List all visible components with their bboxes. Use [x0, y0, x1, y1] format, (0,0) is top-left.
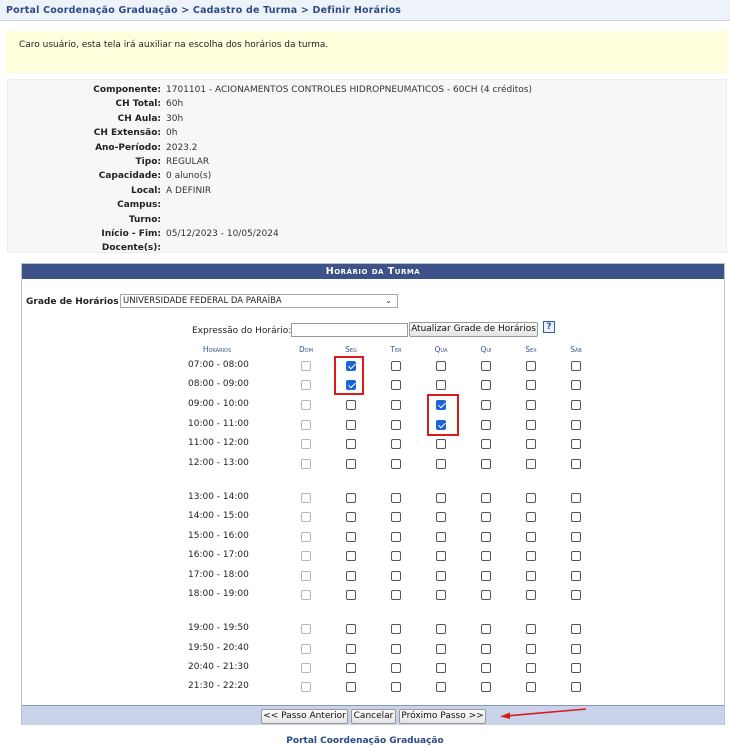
- info-label: Início - Fim:: [101, 229, 161, 239]
- schedule-checkbox[interactable]: [571, 663, 581, 673]
- time-slot-label: 18:00 - 19:00: [188, 589, 249, 599]
- info-value: 0 aluno(s): [166, 171, 212, 182]
- info-label: CH Extensão:: [93, 128, 161, 139]
- expr-label: Expressão do Horário:: [192, 326, 292, 336]
- info-row: [8, 85, 728, 99]
- info-panel: [7, 79, 727, 253]
- highlight-box-qua: [427, 394, 459, 436]
- schedule-checkbox[interactable]: [346, 532, 356, 542]
- schedule-checkbox[interactable]: [571, 493, 581, 503]
- schedule-checkbox[interactable]: [346, 400, 356, 410]
- schedule-checkbox[interactable]: [436, 644, 446, 654]
- schedule-checkbox[interactable]: [391, 439, 401, 449]
- schedule-checkbox[interactable]: [526, 380, 536, 390]
- info-label: Turno:: [128, 214, 161, 225]
- schedule-checkbox[interactable]: [571, 439, 581, 449]
- info-row: [8, 200, 728, 214]
- schedule-checkbox[interactable]: [526, 512, 536, 522]
- info-label: Local:: [130, 185, 161, 196]
- schedule-checkbox[interactable]: [526, 644, 536, 654]
- schedule-checkbox[interactable]: [346, 439, 356, 449]
- time-slot-label: 15:00 - 16:00: [188, 531, 249, 541]
- info-value: A DEFINIR: [166, 185, 212, 196]
- schedule-checkbox: [301, 459, 311, 469]
- schedule-checkbox[interactable]: [391, 493, 401, 503]
- schedule-checkbox[interactable]: [526, 551, 536, 561]
- schedule-checkbox[interactable]: [346, 512, 356, 522]
- info-row: [8, 143, 728, 157]
- notice-box: [6, 31, 728, 73]
- info-value: 05/12/2023 - 10/05/2024: [166, 229, 279, 239]
- schedule-checkbox: [301, 420, 311, 430]
- column-header-horarios: Horários: [202, 345, 232, 354]
- schedule-checkbox[interactable]: [346, 644, 356, 654]
- schedule-panel: [21, 263, 725, 725]
- schedule-checkbox: [301, 644, 311, 654]
- schedule-checkbox[interactable]: [526, 493, 536, 503]
- previous-step-button[interactable]: << Passo Anterior: [261, 709, 348, 724]
- arrow-annotation-icon: [498, 706, 590, 726]
- schedule-checkbox[interactable]: [391, 361, 401, 371]
- schedule-checkbox[interactable]: [346, 663, 356, 673]
- schedule-checkbox[interactable]: [346, 551, 356, 561]
- schedule-checkbox[interactable]: [526, 420, 536, 430]
- schedule-checkbox[interactable]: [571, 624, 581, 634]
- info-row: [8, 114, 728, 128]
- schedule-checkbox[interactable]: [391, 459, 401, 469]
- schedule-checkbox[interactable]: [526, 590, 536, 600]
- info-row: [8, 171, 728, 185]
- info-row: [8, 186, 728, 200]
- schedule-checkbox[interactable]: [571, 512, 581, 522]
- schedule-checkbox[interactable]: [481, 361, 491, 371]
- schedule-checkbox[interactable]: [436, 682, 446, 692]
- schedule-checkbox[interactable]: [526, 624, 536, 634]
- schedule-checkbox[interactable]: [346, 571, 356, 581]
- column-header-day-5: Qui: [480, 345, 492, 354]
- info-row: [8, 215, 728, 229]
- schedule-checkbox[interactable]: [481, 682, 491, 692]
- schedule-checkbox[interactable]: [571, 400, 581, 410]
- schedule-checkbox[interactable]: [481, 551, 491, 561]
- info-value: 0h: [166, 128, 178, 139]
- schedule-checkbox[interactable]: [391, 400, 401, 410]
- grade-select[interactable]: [120, 294, 398, 308]
- schedule-checkbox[interactable]: [481, 459, 491, 469]
- schedule-checkbox: [301, 663, 311, 673]
- schedule-checkbox[interactable]: [436, 551, 446, 561]
- action-bar: [22, 705, 724, 725]
- info-value: 2023.2: [166, 142, 198, 153]
- info-label: Tipo:: [135, 157, 161, 167]
- schedule-checkbox[interactable]: [481, 663, 491, 673]
- schedule-checkbox[interactable]: [436, 439, 446, 449]
- help-icon[interactable]: ?: [543, 321, 555, 333]
- schedule-checkbox[interactable]: [526, 571, 536, 581]
- schedule-checkbox[interactable]: [526, 663, 536, 673]
- schedule-checkbox: [301, 590, 311, 600]
- info-row: [8, 157, 728, 171]
- schedule-checkbox[interactable]: [526, 682, 536, 692]
- schedule-checkbox: [301, 512, 311, 522]
- schedule-checkbox[interactable]: [436, 493, 446, 503]
- time-slot-label: 13:00 - 14:00: [188, 492, 249, 502]
- schedule-checkbox[interactable]: [481, 400, 491, 410]
- schedule-checkbox[interactable]: [391, 551, 401, 561]
- info-label: Capacidade:: [98, 171, 161, 182]
- schedule-checkbox[interactable]: [481, 532, 491, 542]
- schedule-checkbox[interactable]: [571, 644, 581, 654]
- schedule-checkbox[interactable]: [391, 512, 401, 522]
- info-label: Campus:: [117, 200, 161, 211]
- info-row: [8, 243, 728, 257]
- column-header-day-3: Ter: [390, 345, 402, 354]
- breadcrumb: Portal Coordenação Graduação > Cadastro de Turma > Definir Horários: [6, 5, 402, 16]
- breadcrumb-bar: [0, 0, 730, 21]
- time-slot-label: 20:40 - 21:30: [188, 662, 249, 672]
- panel-title: Horário da Turma: [22, 264, 724, 279]
- schedule-checkbox[interactable]: [346, 624, 356, 634]
- schedule-checkbox[interactable]: [346, 420, 356, 430]
- column-header-day-7: Sáb: [570, 345, 582, 354]
- schedule-checkbox[interactable]: [481, 493, 491, 503]
- schedule-checkbox[interactable]: [481, 571, 491, 581]
- schedule-checkbox[interactable]: [571, 361, 581, 371]
- schedule-checkbox[interactable]: [436, 459, 446, 469]
- schedule-checkbox[interactable]: [481, 624, 491, 634]
- time-slot-label: 19:00 - 19:50: [188, 623, 249, 633]
- schedule-checkbox[interactable]: [391, 571, 401, 581]
- schedule-checkbox[interactable]: [391, 420, 401, 430]
- schedule-checkbox[interactable]: [391, 590, 401, 600]
- schedule-checkbox[interactable]: [481, 512, 491, 522]
- time-slot-label: 08:00 - 09:00: [188, 379, 249, 389]
- schedule-checkbox[interactable]: [391, 380, 401, 390]
- schedule-checkbox[interactable]: [571, 551, 581, 561]
- time-slot-label: 19:50 - 20:40: [188, 643, 249, 653]
- schedule-checkbox: [301, 551, 311, 561]
- schedule-checkbox[interactable]: [391, 663, 401, 673]
- schedule-checkbox[interactable]: [436, 532, 446, 542]
- schedule-checkbox[interactable]: [571, 571, 581, 581]
- schedule-checkbox[interactable]: [346, 590, 356, 600]
- schedule-checkbox[interactable]: [436, 624, 446, 634]
- schedule-checkbox[interactable]: [436, 571, 446, 581]
- schedule-checkbox[interactable]: [526, 361, 536, 371]
- schedule-checkbox[interactable]: [391, 682, 401, 692]
- schedule-checkbox[interactable]: [391, 624, 401, 634]
- schedule-checkbox: [301, 493, 311, 503]
- schedule-checkbox[interactable]: [481, 420, 491, 430]
- time-slot-label: 14:00 - 15:00: [188, 511, 249, 521]
- time-slot-label: 10:00 - 11:00: [188, 419, 249, 429]
- time-slot-label: 07:00 - 08:00: [188, 360, 249, 370]
- schedule-checkbox[interactable]: [526, 439, 536, 449]
- schedule-checkbox[interactable]: [391, 644, 401, 654]
- info-value: 60h: [166, 99, 184, 110]
- time-slot-label: 09:00 - 10:00: [188, 399, 249, 409]
- info-value: REGULAR: [166, 157, 210, 167]
- schedule-checkbox: [301, 624, 311, 634]
- schedule-checkbox[interactable]: [436, 512, 446, 522]
- column-header-day-6: Sex: [525, 345, 537, 354]
- grade-label: Grade de Horários: [26, 297, 119, 307]
- info-label: CH Total:: [115, 99, 161, 110]
- schedule-checkbox[interactable]: [391, 532, 401, 542]
- schedule-checkbox: [301, 361, 311, 371]
- next-step-button[interactable]: Próximo Passo >>: [399, 709, 486, 724]
- schedule-checkbox[interactable]: [436, 663, 446, 673]
- info-label: CH Aula:: [117, 113, 161, 124]
- schedule-checkbox[interactable]: [571, 459, 581, 469]
- schedule-checkbox[interactable]: [526, 532, 536, 542]
- schedule-checkbox: [301, 532, 311, 542]
- schedule-checkbox[interactable]: [481, 380, 491, 390]
- schedule-checkbox: [301, 400, 311, 410]
- schedule-checkbox[interactable]: [346, 682, 356, 692]
- schedule-checkbox[interactable]: [526, 400, 536, 410]
- schedule-checkbox[interactable]: [571, 420, 581, 430]
- chevron-down-icon: ⌄: [385, 296, 392, 305]
- schedule-checkbox[interactable]: [481, 590, 491, 600]
- column-header-day-1: Dom: [298, 345, 314, 354]
- time-slot-label: 17:00 - 18:00: [188, 570, 249, 580]
- schedule-checkbox: [301, 571, 311, 581]
- expr-input[interactable]: [291, 323, 408, 337]
- info-value: 1701101 - ACIONAMENTOS CONTROLES HIDROPNEUMATICOS - 60CH (4 créditos): [166, 85, 532, 95]
- time-slot-label: 12:00 - 13:00: [188, 458, 249, 468]
- footer-link[interactable]: Portal Coordenação Graduação: [286, 736, 444, 746]
- highlight-box-seg: [334, 356, 364, 395]
- schedule-checkbox[interactable]: [571, 532, 581, 542]
- schedule-checkbox[interactable]: [571, 380, 581, 390]
- schedule-checkbox[interactable]: [436, 590, 446, 600]
- time-slot-label: 21:30 - 22:20: [188, 681, 249, 691]
- info-label: Componente:: [93, 85, 161, 95]
- time-slot-label: 11:00 - 12:00: [188, 438, 249, 448]
- schedule-checkbox[interactable]: [571, 590, 581, 600]
- schedule-checkbox[interactable]: [481, 644, 491, 654]
- column-header-day-2: Seg: [345, 345, 357, 354]
- update-grid-button[interactable]: Atualizar Grade de Horários: [409, 322, 538, 337]
- info-label: Docente(s):: [101, 243, 161, 254]
- schedule-checkbox: [301, 682, 311, 692]
- time-slot-label: 16:00 - 17:00: [188, 550, 249, 560]
- schedule-checkbox[interactable]: [346, 493, 356, 503]
- info-label: Ano-Período:: [95, 142, 161, 153]
- schedule-checkbox: [301, 439, 311, 449]
- schedule-checkbox: [301, 380, 311, 390]
- schedule-checkbox[interactable]: [346, 459, 356, 469]
- schedule-checkbox[interactable]: [481, 439, 491, 449]
- info-row: [8, 99, 728, 113]
- info-row: [8, 128, 728, 142]
- schedule-checkbox[interactable]: [526, 459, 536, 469]
- notice-text: Caro usuário, esta tela irá auxiliar na escolha dos horários da turma.: [19, 40, 329, 50]
- schedule-checkbox[interactable]: [571, 682, 581, 692]
- grade-select-value: UNIVERSIDADE FEDERAL DA PARAÍBA: [123, 296, 282, 306]
- schedule-checkbox[interactable]: [436, 380, 446, 390]
- schedule-checkbox[interactable]: [436, 361, 446, 371]
- cancel-button[interactable]: Cancelar: [351, 709, 396, 724]
- info-row: [8, 229, 728, 243]
- column-header-day-4: Qua: [434, 345, 448, 354]
- info-value: 30h: [166, 113, 184, 124]
